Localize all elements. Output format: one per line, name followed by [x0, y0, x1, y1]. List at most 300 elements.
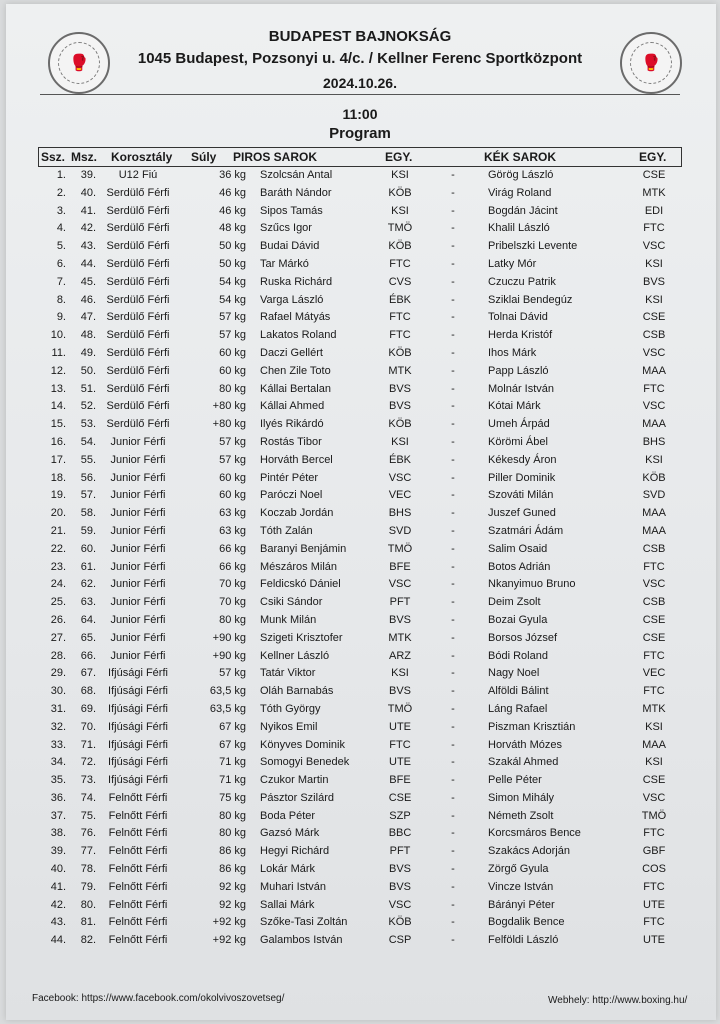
- red-corner-club: KÖB: [388, 186, 412, 199]
- red-corner-boxer: Tóth György: [260, 702, 321, 715]
- weight-class: 36 kg: [219, 169, 246, 181]
- red-corner-boxer: Koczab Jordán: [260, 507, 334, 520]
- versus-dash: -: [451, 756, 455, 769]
- bout-number: 44.: [80, 257, 96, 270]
- red-corner-club: TMÖ: [387, 702, 413, 715]
- versus-dash: -: [451, 738, 455, 751]
- versus-dash: -: [451, 382, 455, 395]
- bout-number: 60.: [80, 542, 96, 555]
- blue-corner-boxer: Botos Adrián: [488, 560, 551, 573]
- red-corner-boxer: Tóth Zalán: [260, 524, 313, 537]
- versus-dash: -: [451, 845, 455, 858]
- weight-class: 80 kg: [219, 827, 246, 840]
- versus-dash: -: [451, 934, 455, 947]
- event-time: 11:00: [342, 106, 378, 122]
- blue-corner-club: VSC: [642, 400, 666, 413]
- weight-class: 50 kg: [219, 257, 246, 270]
- weight-class: 66 kg: [219, 542, 246, 555]
- versus-dash: -: [451, 240, 455, 253]
- age-category: Felnőtt Férfi: [108, 898, 168, 911]
- red-corner-boxer: Kellner László: [260, 649, 330, 662]
- red-corner-club: BVS: [388, 685, 411, 698]
- blue-corner-club: FTC: [643, 382, 665, 395]
- bout-number: 65.: [80, 631, 96, 644]
- blue-corner-boxer: Sziklai Bendegúz: [488, 293, 573, 306]
- bout-number: 46.: [80, 293, 96, 306]
- bout-number: 80.: [80, 898, 96, 911]
- weight-class: 54 kg: [219, 293, 246, 306]
- red-corner-club: SVD: [388, 524, 412, 537]
- red-corner-boxer: Szolcsán Antal: [260, 169, 333, 181]
- red-corner-boxer: Oláh Barnabás: [260, 685, 334, 698]
- blue-corner-boxer: Borsos József: [488, 631, 558, 644]
- table-row: [38, 398, 682, 416]
- blue-corner-boxer: Nkanyimuo Bruno: [488, 578, 576, 591]
- age-category: Serdülő Férfi: [106, 364, 170, 377]
- blue-corner-club: UTE: [643, 934, 665, 947]
- weight-class: 75 kg: [219, 791, 246, 804]
- blue-corner-boxer: Bozai Gyula: [488, 613, 548, 626]
- row-number: 29.: [50, 667, 66, 680]
- weight-class: 70 kg: [219, 578, 246, 591]
- age-category: Ifjúsági Férfi: [108, 720, 168, 733]
- red-corner-club: MTK: [388, 364, 412, 377]
- age-category: Ifjúsági Férfi: [108, 756, 168, 769]
- red-corner-boxer: Nyikos Emil: [260, 720, 318, 733]
- row-number: 5.: [56, 240, 66, 253]
- row-number: 44.: [50, 934, 66, 947]
- blue-corner-club: VEC: [642, 667, 666, 680]
- red-corner-club: FTC: [389, 738, 411, 751]
- bout-number: 41.: [80, 204, 96, 217]
- versus-dash: -: [451, 916, 455, 929]
- bout-number: 79.: [80, 880, 96, 893]
- versus-dash: -: [451, 311, 455, 324]
- row-number: 16.: [50, 435, 66, 448]
- blue-corner-boxer: Piszman Krisztián: [488, 720, 576, 733]
- red-corner-boxer: Szőke-Tasi Zoltán: [260, 916, 348, 929]
- age-category: Felnőtt Férfi: [108, 791, 168, 804]
- event-venue: 1045 Budapest, Pozsonyi u. 4/c. / Kellner Ferenc Sportközpont: [137, 50, 583, 67]
- versus-dash: -: [451, 257, 455, 270]
- red-corner-boxer: Tatár Viktor: [260, 667, 316, 680]
- table-row: [38, 559, 682, 577]
- weight-class: +92 kg: [212, 916, 246, 929]
- red-corner-boxer: Chen Zile Toto: [260, 364, 331, 377]
- red-corner-boxer: Lakatos Roland: [260, 329, 337, 342]
- bout-number: 40.: [80, 186, 96, 199]
- red-corner-club: ÉBK: [388, 293, 411, 306]
- red-corner-boxer: Galambos István: [260, 934, 343, 947]
- weight-class: 92 kg: [219, 880, 246, 893]
- blue-corner-boxer: Szováti Milán: [488, 489, 554, 502]
- row-number: 18.: [50, 471, 66, 484]
- age-category: Junior Férfi: [110, 542, 166, 555]
- bout-number: 66.: [80, 649, 96, 662]
- weight-class: 46 kg: [219, 204, 246, 217]
- red-corner-club: CSP: [388, 934, 412, 947]
- row-number: 32.: [50, 720, 66, 733]
- versus-dash: -: [451, 471, 455, 484]
- table-row: [38, 345, 682, 363]
- col-suly: Súly: [191, 150, 217, 164]
- red-corner-club: TMÖ: [387, 222, 413, 235]
- red-corner-club: FTC: [389, 329, 411, 342]
- weight-class: 63,5 kg: [209, 685, 246, 698]
- row-number: 6.: [56, 257, 66, 270]
- row-number: 20.: [50, 507, 66, 520]
- red-corner-boxer: Varga László: [260, 293, 324, 306]
- row-number: 40.: [50, 863, 66, 876]
- versus-dash: -: [451, 720, 455, 733]
- table-row: [38, 309, 682, 327]
- bout-number: 39.: [80, 169, 96, 181]
- red-corner-boxer: Feldicskó Dániel: [260, 578, 341, 591]
- weight-class: 80 kg: [219, 613, 246, 626]
- blue-corner-boxer: Németh Zsolt: [488, 809, 554, 822]
- row-number: 30.: [50, 685, 66, 698]
- blue-corner-club: CSB: [642, 542, 666, 555]
- blue-corner-boxer: Pelle Péter: [488, 774, 542, 787]
- red-corner-club: PFT: [389, 596, 411, 609]
- table-row: [38, 665, 682, 683]
- col-kek-sarok: KÉK SAROK: [484, 150, 557, 164]
- row-number: 15.: [50, 418, 66, 431]
- blue-corner-club: MAA: [642, 364, 666, 377]
- age-category: Serdülő Férfi: [106, 311, 170, 324]
- table-row: [38, 452, 682, 470]
- blue-corner-club: UTE: [643, 898, 665, 911]
- table-row: [38, 630, 682, 648]
- bout-number: 76.: [80, 827, 96, 840]
- blue-corner-club: VSC: [642, 578, 666, 591]
- row-number: 21.: [50, 524, 66, 537]
- red-corner-boxer: Kállai Bertalan: [260, 382, 331, 395]
- versus-dash: -: [451, 524, 455, 537]
- row-number: 43.: [50, 916, 66, 929]
- table-row: [38, 843, 682, 861]
- bout-table: [38, 147, 682, 950]
- weight-class: 67 kg: [219, 720, 246, 733]
- blue-corner-boxer: Bódi Roland: [488, 649, 548, 662]
- weight-class: +90 kg: [212, 649, 246, 662]
- row-number: 8.: [56, 293, 66, 306]
- blue-corner-boxer: Juszef Guned: [488, 507, 556, 520]
- red-corner-club: BVS: [388, 863, 411, 876]
- age-category: Serdülő Férfi: [106, 329, 170, 342]
- table-row: [38, 487, 682, 505]
- table-row: [38, 541, 682, 559]
- blue-corner-club: MAA: [642, 418, 666, 431]
- red-corner-boxer: Baráth Nándor: [260, 186, 332, 199]
- bout-number: 48.: [80, 329, 96, 342]
- table-row: [38, 737, 682, 755]
- red-corner-club: KSI: [391, 204, 409, 217]
- blue-corner-boxer: Láng Rafael: [488, 702, 548, 715]
- row-number: 41.: [50, 880, 66, 893]
- blue-corner-club: VSC: [642, 240, 666, 253]
- weight-class: 71 kg: [219, 774, 246, 787]
- age-category: Ifjúsági Férfi: [108, 774, 168, 787]
- weight-class: 60 kg: [219, 364, 246, 377]
- versus-dash: -: [451, 435, 455, 448]
- red-corner-club: UTE: [389, 720, 411, 733]
- age-category: Ifjúsági Férfi: [108, 667, 168, 680]
- table-row: [38, 470, 682, 488]
- age-category: Junior Férfi: [110, 596, 166, 609]
- red-corner-boxer: Pintér Péter: [260, 471, 319, 484]
- row-number: 2.: [56, 186, 66, 199]
- website-link[interactable]: Webhely: http://www.boxing.hu/: [548, 995, 688, 1006]
- red-corner-club: VEC: [388, 489, 412, 502]
- blue-corner-club: FTC: [643, 880, 665, 893]
- bout-number: 45.: [80, 275, 96, 288]
- age-category: Junior Férfi: [110, 489, 166, 502]
- row-number: 23.: [50, 560, 66, 573]
- versus-dash: -: [451, 596, 455, 609]
- red-corner-boxer: Paróczi Noel: [260, 489, 323, 502]
- blue-corner-boxer: Deim Zsolt: [488, 596, 541, 609]
- bout-number: 78.: [80, 863, 96, 876]
- blue-corner-boxer: Bogdán Jácint: [488, 204, 558, 217]
- col-korosztaly: Korosztály: [111, 150, 173, 164]
- bout-number: 52.: [80, 400, 96, 413]
- versus-dash: -: [451, 293, 455, 306]
- bout-number: 74.: [80, 791, 96, 804]
- versus-dash: -: [451, 418, 455, 431]
- blue-corner-boxer: Körömi Ábel: [488, 435, 548, 448]
- age-category: Felnőtt Férfi: [108, 845, 168, 858]
- weight-class: 57 kg: [219, 667, 246, 680]
- row-number: 31.: [50, 702, 66, 715]
- versus-dash: -: [451, 507, 455, 520]
- blue-corner-boxer: Virág Roland: [488, 186, 552, 199]
- red-corner-club: BVS: [388, 880, 411, 893]
- versus-dash: -: [451, 489, 455, 502]
- table-row: [38, 754, 682, 772]
- row-number: 3.: [56, 204, 66, 217]
- blue-corner-boxer: Simon Mihály: [488, 791, 555, 804]
- weight-class: 86 kg: [219, 863, 246, 876]
- weight-class: 86 kg: [219, 845, 246, 858]
- row-number: 38.: [50, 827, 66, 840]
- row-number: 19.: [50, 489, 66, 502]
- versus-dash: -: [451, 329, 455, 342]
- weight-class: +90 kg: [212, 631, 246, 644]
- bout-number: 64.: [80, 613, 96, 626]
- weight-class: 60 kg: [219, 489, 246, 502]
- red-corner-boxer: Somogyi Benedek: [260, 756, 350, 769]
- col-egy-red: EGY.: [385, 150, 413, 164]
- weight-class: 57 kg: [219, 311, 246, 324]
- age-category: Serdülő Férfi: [106, 293, 170, 306]
- age-category: Felnőtt Férfi: [108, 916, 168, 929]
- versus-dash: -: [451, 169, 455, 181]
- bout-number: 57.: [80, 489, 96, 502]
- red-corner-boxer: Baranyi Benjámin: [260, 542, 347, 555]
- red-corner-club: BFE: [389, 560, 411, 573]
- blue-corner-club: CSB: [642, 596, 666, 609]
- bout-number: 62.: [80, 578, 96, 591]
- age-category: Serdülő Férfi: [106, 346, 170, 359]
- table-row: [38, 220, 682, 238]
- versus-dash: -: [451, 809, 455, 822]
- blue-corner-club: VSC: [642, 791, 666, 804]
- bout-number: 73.: [80, 774, 96, 787]
- age-category: Serdülő Férfi: [106, 222, 170, 235]
- blue-corner-boxer: Felföldi László: [488, 934, 559, 947]
- table-row: [38, 683, 682, 701]
- versus-dash: -: [451, 667, 455, 680]
- blue-corner-boxer: Kótai Márk: [488, 400, 541, 413]
- blue-corner-club: MAA: [642, 524, 666, 537]
- age-category: Serdülő Férfi: [106, 257, 170, 270]
- table-row: [38, 576, 682, 594]
- table-row: [38, 381, 682, 399]
- blue-corner-club: MTK: [642, 702, 666, 715]
- table-row: [38, 185, 682, 203]
- blue-corner-club: FTC: [643, 685, 665, 698]
- weight-class: 57 kg: [219, 453, 246, 466]
- row-number: 36.: [50, 791, 66, 804]
- blue-corner-boxer: Alföldi Bálint: [488, 685, 549, 698]
- blue-corner-club: KSI: [645, 453, 663, 466]
- blue-corner-boxer: Bogdalik Bence: [488, 916, 565, 929]
- versus-dash: -: [451, 631, 455, 644]
- bout-number: 72.: [80, 756, 96, 769]
- weight-class: 63 kg: [219, 524, 246, 537]
- row-number: 28.: [50, 649, 66, 662]
- versus-dash: -: [451, 702, 455, 715]
- versus-dash: -: [451, 880, 455, 893]
- table-row: [38, 167, 682, 185]
- weight-class: 80 kg: [219, 809, 246, 822]
- blue-corner-club: CSE: [642, 169, 666, 181]
- bout-number: 58.: [80, 507, 96, 520]
- age-category: Junior Férfi: [110, 453, 166, 466]
- table-row: [38, 434, 682, 452]
- age-category: Ifjúsági Férfi: [108, 738, 168, 751]
- red-corner-club: KÖB: [388, 916, 412, 929]
- versus-dash: -: [451, 186, 455, 199]
- red-corner-boxer: Kállai Ahmed: [260, 400, 325, 413]
- bout-number: 55.: [80, 453, 96, 466]
- red-corner-club: BFE: [389, 774, 411, 787]
- red-corner-boxer: Ilyés Rikárdó: [260, 418, 324, 431]
- versus-dash: -: [451, 613, 455, 626]
- weight-class: 60 kg: [219, 471, 246, 484]
- table-row: [38, 861, 682, 879]
- red-corner-boxer: Szűcs Igor: [260, 222, 312, 235]
- blue-corner-boxer: Kékesdy Áron: [488, 453, 557, 466]
- row-number: 13.: [50, 382, 66, 395]
- table-row: [38, 505, 682, 523]
- blue-corner-club: MTK: [642, 186, 666, 199]
- blue-corner-boxer: Szakál Ahmed: [488, 756, 559, 769]
- bout-number: 56.: [80, 471, 96, 484]
- blue-corner-boxer: Ihos Márk: [488, 346, 537, 359]
- table-row: [38, 701, 682, 719]
- table-row: [38, 719, 682, 737]
- red-corner-boxer: Sallai Márk: [260, 898, 315, 911]
- table-row: [38, 523, 682, 541]
- bout-number: 75.: [80, 809, 96, 822]
- age-category: Junior Férfi: [110, 649, 166, 662]
- table-row: [38, 203, 682, 221]
- age-category: Serdülő Férfi: [106, 240, 170, 253]
- age-category: Serdülő Férfi: [106, 186, 170, 199]
- blue-corner-boxer: Salim Osaid: [488, 542, 548, 555]
- weight-class: 57 kg: [219, 435, 246, 448]
- row-number: 12.: [50, 364, 66, 377]
- row-number: 7.: [56, 275, 66, 288]
- row-number: 26.: [50, 613, 66, 626]
- red-corner-club: VSC: [388, 898, 412, 911]
- red-corner-club: KSI: [391, 435, 409, 448]
- versus-dash: -: [451, 791, 455, 804]
- table-row: [38, 612, 682, 630]
- versus-dash: -: [451, 649, 455, 662]
- versus-dash: -: [451, 453, 455, 466]
- weight-class: 46 kg: [219, 186, 246, 199]
- blue-corner-club: CSB: [642, 329, 666, 342]
- blue-corner-club: KÖB: [642, 471, 666, 484]
- blue-corner-boxer: Papp László: [488, 364, 549, 377]
- table-row: [38, 256, 682, 274]
- red-corner-club: FTC: [389, 311, 411, 324]
- red-corner-club: ARZ: [389, 649, 411, 662]
- blue-corner-club: BHS: [642, 435, 666, 448]
- red-corner-club: BVS: [388, 382, 411, 395]
- blue-corner-boxer: Zörgő Gyula: [488, 863, 549, 876]
- age-category: Felnőtt Férfi: [108, 827, 168, 840]
- bout-number: 59.: [80, 524, 96, 537]
- row-number: 25.: [50, 596, 66, 609]
- age-category: Serdülő Férfi: [106, 418, 170, 431]
- weight-class: 80 kg: [219, 382, 246, 395]
- table-row: [38, 648, 682, 666]
- facebook-link[interactable]: Facebook: https://www.facebook.com/okolvivoszovetseg/: [32, 993, 285, 1004]
- red-corner-boxer: Könyves Dominik: [260, 738, 345, 751]
- program-heading: Program: [329, 125, 391, 142]
- blue-corner-club: FTC: [643, 827, 665, 840]
- blue-corner-boxer: Bárányi Péter: [488, 898, 555, 911]
- blue-corner-boxer: Görög László: [488, 169, 554, 181]
- bout-number: 43.: [80, 240, 96, 253]
- bout-number: 81.: [80, 916, 96, 929]
- age-category: Felnőtt Férfi: [108, 934, 168, 947]
- versus-dash: -: [451, 898, 455, 911]
- age-category: Junior Férfi: [110, 524, 166, 537]
- bout-number: 49.: [80, 346, 96, 359]
- bout-number: 71.: [80, 738, 96, 751]
- table-row: [38, 790, 682, 808]
- versus-dash: -: [451, 863, 455, 876]
- weight-class: 71 kg: [219, 756, 246, 769]
- blue-corner-club: CSE: [642, 311, 666, 324]
- weight-class: 57 kg: [219, 329, 246, 342]
- bout-number: 51.: [80, 382, 96, 395]
- blue-corner-club: CSE: [642, 613, 666, 626]
- row-number: 10.: [50, 329, 66, 342]
- red-corner-club: KSI: [391, 169, 409, 181]
- red-corner-club: ÉBK: [388, 453, 411, 466]
- weight-class: 66 kg: [219, 560, 246, 573]
- blue-corner-club: MAA: [642, 738, 666, 751]
- bout-number: 54.: [80, 435, 96, 448]
- red-corner-club: CSE: [388, 791, 412, 804]
- versus-dash: -: [451, 275, 455, 288]
